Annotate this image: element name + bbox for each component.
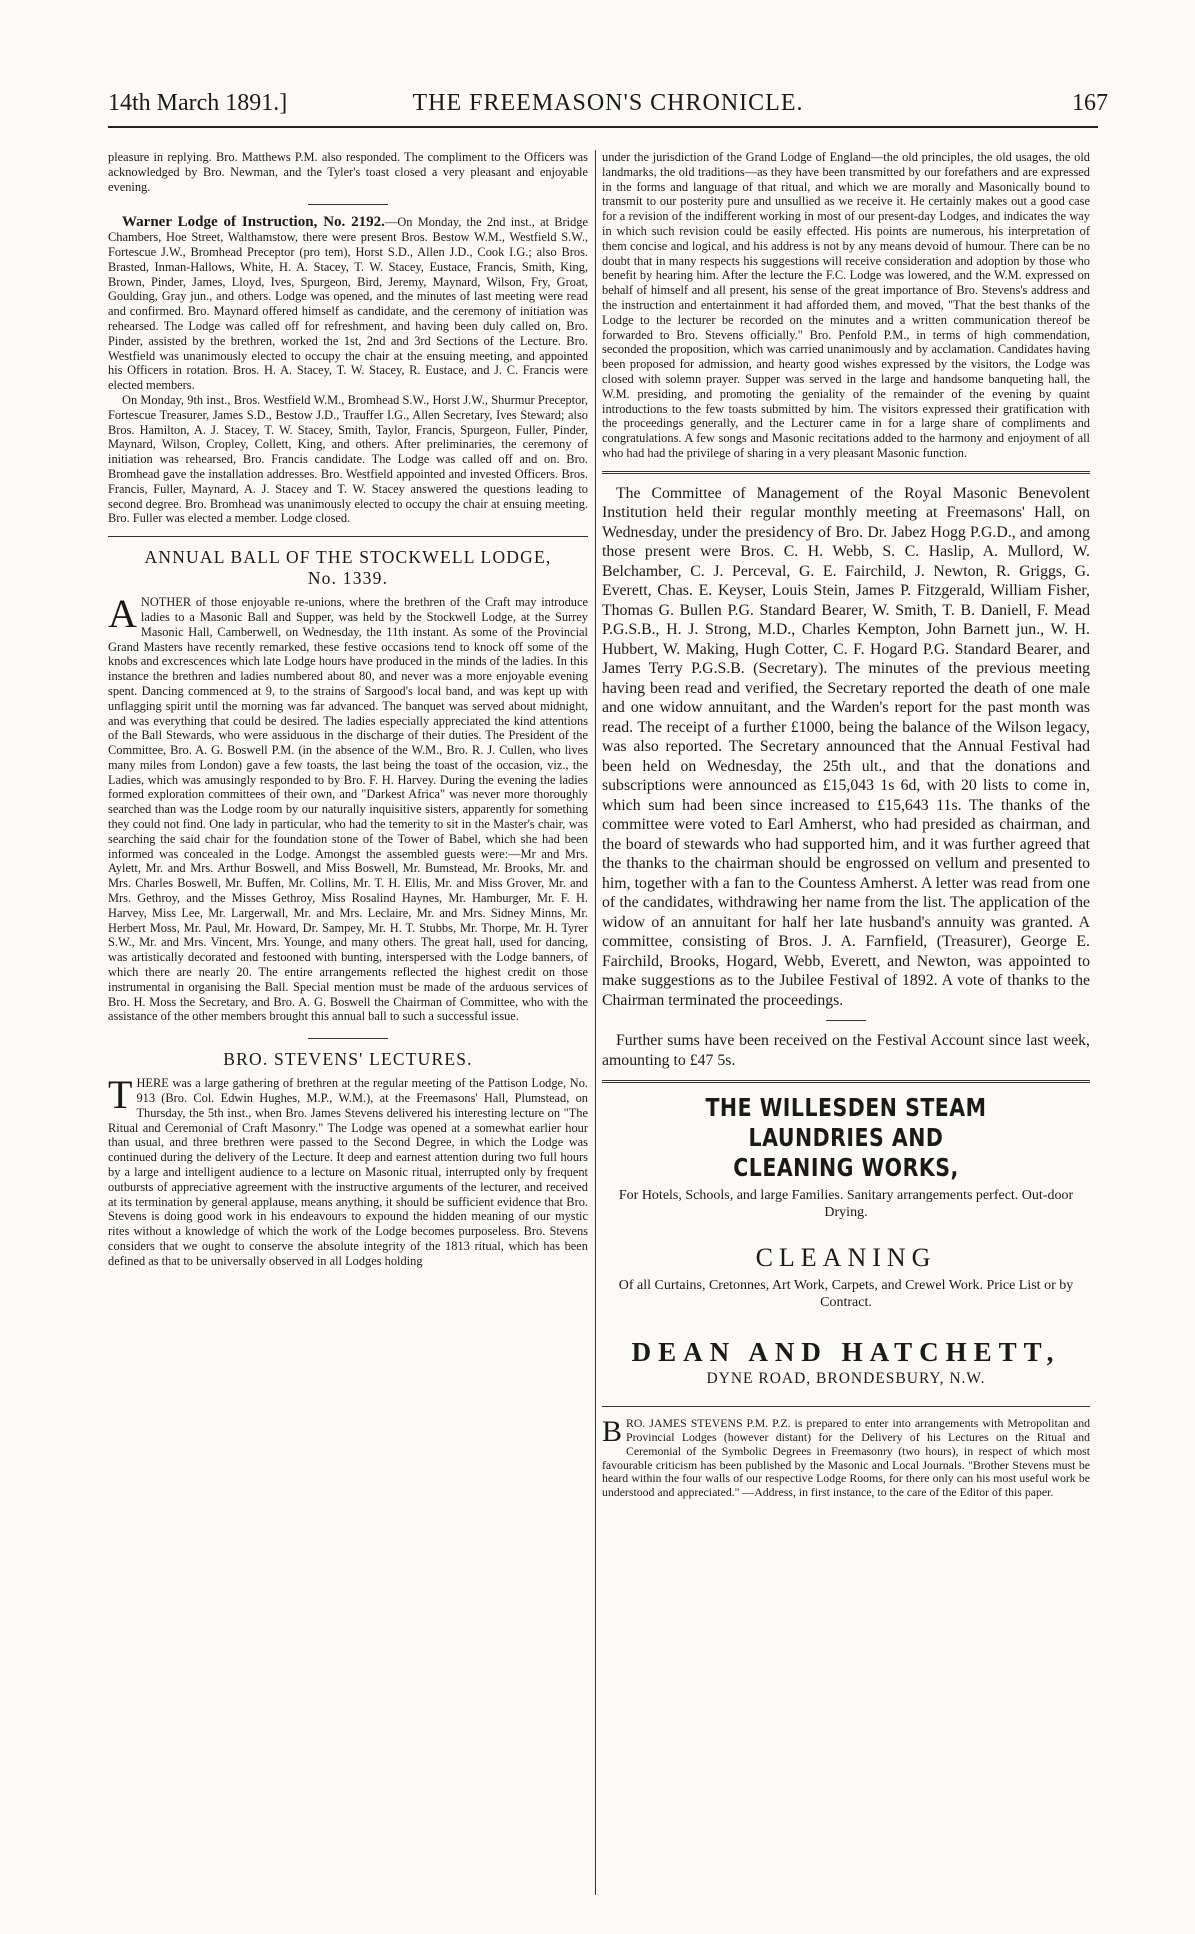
lectures-title: BRO. STEVENS' LECTURES.: [223, 1049, 473, 1070]
warner-heading: Warner Lodge of Instruction, No. 2192.: [122, 214, 385, 231]
notice-dropcap: B: [602, 1415, 623, 1449]
ad-title-line-2: CLEANING WORKS,: [733, 1153, 959, 1183]
intro-paragraph: pleasure in replying. Bro. Matthews P.M. also responded. The compliment to the Officers was acknowledged by Bro. Newman, and the Tyler's toast closed a very pleasant and enjoyable evening.: [108, 150, 588, 194]
ball-section-title: [108, 547, 588, 589]
ad-subtitle: For Hotels, Schools, and large Families. Sanitary arrangements perfect. Out-door Drying.: [618, 1188, 1074, 1221]
laundry-advertisement: [602, 1093, 1090, 1388]
section-rule: [602, 1406, 1090, 1407]
section-rule: [108, 536, 588, 537]
ball-dropcap: A: [108, 591, 137, 637]
lectures-notice: [602, 1417, 1090, 1500]
ball-article: [108, 591, 588, 1024]
double-rule: [602, 471, 1090, 474]
ball-text: NOTHER of those enjoyable re-unions, where the brethren of the Craft may introduce ladies to a Masonic Ball and Supper, was held by the Stockwell Lodge, at the Surrey Masonic Hall, Camberwell, on Wednesday, the 11th instant. As some of the Provincial Grand Masters have recently remarked, these festive occasions tend to knock off some of the knobs and excrescences which late Lodge hours have produced in the minds of the ladies. In this instance the brethren and ladies numbered about 80, and never was a more enjoyable evening spent. Dancing commenced at 9, to the strains of Sargood's local band, and was kept up with unflagging spirit until the morning was far advanced. The banquet was served about midnight, and was everything that could be desired. The ladies especially appreciated the kind attentions of the Ball Stewards, who were assiduous in the discharge of their duties. The President of the Committee, Bro. A. G. Boswell P.M. (in the absence of the W.M., Bro. R. J. Cullen, who lives many miles from London) gave a few toasts, the last being the toast of the occasion, viz., the Ladies, which was amusingly responded to by Bro. F. H. Harvey. During the evening the ladies formed exploration committees of their own, and "Darkest Africa" was never more thoroughly searched than was the Lodge room by our naturally inquisitive sisters, apparently for something they could not find. One lady in particular, who had the temerity to sit in the Master's chair, was searching the said chair for the foundation stone of the Tower of Babel, which she had been informed was concealed in the Lodge. Amongst the assembled guests were:—Mr and Mrs. Aylett, Mr. and Mrs. Arthur Boswell, and Miss Boswell, Mr. Bumstead, Mr. Brooks, Mr. and Mrs. Charles Boswell, Mr. Buffen, Mr. Collins, Mr. T. H. Ellis, Mr. and Miss Grover, Mr. and Mrs. Gethroy, and the Misses Gethroy, Miss Rosalind Haynes, Mr. Hamburger, Mr. F. H. Harvey, Miss Lee, Mr. Largerwall, Mr. and Mrs. Leclaire, Mr. and Mrs. Sidney Minns, Mr. Herbert Moss, Mr. Paul, Mr. Howard, Dr. Sampey, Mr. H. T. Stubbs, Mr. Thorpe, Mr. H. Tyrer S.W., Mr. and Mrs. Vincent, Mrs. Younge, and many others. The great hall, used for dancing, was artistically decorated and festooned with bunting, interspersed with the Lodge banners, of which there are nearly 20. The entire arrangements reflected the highest credit on those instrumental in organising the Ball. Special mention must be made of the arduous services of Bro. H. Moss the Secretary, and Bro. A. G. Boswell the Chairman of Committee, who with the assistance of the other members brought this annual ball to such a successful issue.: [108, 595, 588, 1024]
ball-lodge-number: No. 1339.: [307, 568, 389, 589]
left-column: [108, 150, 588, 1269]
page-header: [108, 84, 1108, 124]
page-number: 167: [1072, 90, 1108, 116]
firm-address: DYNE ROAD, BRONDESBURY, N.W.: [706, 1370, 986, 1388]
festival-account-note: Further sums have been received on the Festival Account since last week, amounting to £47 5s.: [602, 1032, 1090, 1069]
firm-name: DEAN AND HATCHETT,: [631, 1337, 1061, 1368]
issue-date: 14th March 1891.]: [108, 90, 288, 116]
notice-text: RO. JAMES STEVENS P.M. P.Z. is prepared to enter into arrangements with Metropolitan and Provincial Lodges (however distant) for the Delivery of his Lectures on the Ritual and Ceremonial of the Symbolic Degrees in Freemasonry (two hours), in respect of which most favourable criticism has been published by the Masonic and Local Journals. "Brother Stevens must be heard within the four walls of our respective Lodge Rooms, for there only can his most useful work be understood and appreciated." —Address, in first instance, to the care of the Editor of this paper.: [602, 1416, 1090, 1500]
warner-paragraph-1: [108, 215, 588, 393]
lectures-continuation: under the jurisdiction of the Grand Lodge of England—the old principles, the old usages, the old landmarks, the old traditions—as they have been transmitted by our forefathers and are expressed in the forms and language of that ritual, and which we are morally and Masonically bound to transmit to our posterity pure and unsullied as we receive it. He certainly makes out a good case for a revision of the indifferent working in most of our present-day Lodges, and indicates the way in which such revision could be easily effected. His points are numerous, his interpretation of them concise and logical, and his address is not by any means devoid of humour. There can be no doubt that in many respects his suggestions will receive consideration and adoption by those who benefit by hearing him. After the lecture the F.C. Lodge was lowered, and the W.M. expressed on behalf of himself and all present, his sense of the great importance of Bro. Stevens's address and the instruction and entertainment it had afforded them, and moved, "That the best thanks of the Lodge to the lecturer be recorded on the minutes and a written communication thereof be forwarded to Bro. Stevens officially." Bro. Penfold P.M., in terms of high commendation, seconded the proposition, which was carried unanimously and by acclamation. Candidates having been proposed for admission, and hearty good wishes expressed by the visitors, the Lodge was closed with solemn prayer. Supper was served in the large and handsome banqueting hall, the W.M. presiding, and promoting the geniality of the remainder of the evening by quaint introductions to the few toasts submitted by him. The visitors expressed their gratification with the proceedings generally, and the Lecturer came in for a large share of compliments and congratulations. A few songs and Masonic recitations added to the harmony and enjoyment of all who had had the privilege of sharing in a very pleasant Masonic function.: [602, 150, 1090, 460]
lectures-text: HERE was a large gathering of brethren at the regular meeting of the Pattison Lodge, No. 913 (Bro. Col. Edwin Hughes, M.P., W.M.), at the Freemasons' Hall, Plumstead, on Thursday, the 5th inst., when Bro. James Stevens delivered his interesting lecture on "The Ritual and Ceremonial of Craft Masonry." The Lodge was opened at a somewhat earlier hour than usual, and three brethren were passed to the Second Degree, in which the Lodge was continued during the delivery of the Lecture. It deep and earnest attention during two full hours by a large and intelligent audience to a lecture on Masonic ritual, interrupted only by frequent outbursts of appreciative agreement with the instructive arguments of the lecturer, and received at its termination by general applause, means anything, it should be sufficient evidence that Bro. Stevens is doing good work in his endeavours to expound the hidden meaning of our mystic rites without a knowledge of which the work of the Lodge becomes purposeless. Bro. Stevens considers that we ought to conserve the absolute integrity of the 1813 ritual, which has been defined as that to be universally observed in all Lodges holding: [108, 1076, 588, 1268]
committee-report: The Committee of Management of the Royal Masonic Benevolent Institution held their regular monthly meeting at Freemasons' Hall, on Wednesday, under the presidency of Bro. Dr. Jabez Hogg P.G.D., and among those present were Bros. C. H. Webb, S. C. Haslip, A. Mullord, W. Belchamber, C. J. Perceval, G. E. Fairchild, J. Newton, R. Griggs, G. Everett, Chas. E. Keyser, Louis Stein, James P. Fitzgerald, William Fisher, Thomas G. Bullen P.G. Standard Bearer, W. Smith, T. B. Daniell, F. Mead P.G.S.B., H. J. Strong, M.D., Charles Kempton, John Barnett jun., W. H. Hubbert, W. Making, Hugh Cotter, C. F. Hogard P.G. Standard Bearer, and James Terry P.G.S.B. (Secretary). The minutes of the previous meeting having been read and verified, the Secretary reported the death of one male and one widow annuitant, and the Warden's report for the past month was read. The receipt of a further £1000, being the balance of the Wilson legacy, was also reported. The Secretary announced that the Annual Festival had been held on Wednesday, the 25th ult., and that the donations and subscriptions were announced as £15,043 1s 6d, with 20 lists to come in, which sum had been since increased to £15,643 11s. The thanks of the committee were voted to Earl Amherst, who had presided as chairman, and the board of stewards who had supported him, and it was further agreed that the thanks to the chairman should be engrossed on vellum and presented to him, together with a fan to the Countess Amherst. A letter was read from one of the candidates, withdrawing her name from the list. The application of the widow of an annuitant for half her late husband's annuity was granted. A committee, consisting of Bros. J. A. Farnfield, (Treasurer), George E. Fairchild, Brooks, Hogard, Webb, Everett, and Newton, was appointed to make suggestions as to the Jubilee Festival of 1892. A vote of thanks to the Chairman terminated the proceedings.: [602, 484, 1090, 1009]
cleaning-text: Of all Curtains, Cretonnes, Art Work, Carpets, and Crewel Work. Price List or by Contract.: [618, 1278, 1074, 1311]
warner-text-1: —On Monday, the 2nd inst., at Bridge Chambers, Hoe Street, Walthamstow, there were present Bros. Bestow W.M., Westfield S.W., Fortescue J.W., Bromhead Preceptor (pro tem), Horst S.D., Allen J.D., Cook I.G.; also Bros. Brasted, Inman-Hallows, White, H. A. Stacey, T. W. Stacey, Eustace, Francis, Smith, King, Brown, Pinder, James, Lloyd, Ives, Spurgeon, Bird, Jeremy, Maynard, Wilson, Fry, Groat, Goulding, Gray jun., and others. Lodge was opened, and the minutes of last meeting were read and confirmed. Bro. Maynard offered himself as candidate, and the ceremony of initiation was rehearsed. The Lodge was called off for refreshment, and having been duly called on, Bro. Pinder, assisted by the brethren, worked the 1st, 2nd and 3rd Sections of the Lecture. Bro. Westfield was unanimously elected to occupy the chair at the ensuing meeting, and appointed his Officers in rotation. Bros. H. A. Stacey, T. W. Stacey, R. Eustace, and J. C. Francis were elected members.: [108, 215, 588, 393]
separator-rule: [308, 1038, 388, 1039]
separator-rule: [308, 204, 388, 205]
separator-rule: [826, 1020, 866, 1021]
ball-title: ANNUAL BALL OF THE STOCKWELL LODGE,: [144, 547, 552, 568]
warner-paragraph-2: On Monday, 9th inst., Bros. Westfield W.M., Bromhead S.W., Horst J.W., Shurmur Preceptor, Fortescue Treasurer, James S.D., Bestow J.D., Trauffer I.G., Allen Secretary, Ives Steward; also Bros. Hamilton, A. J. Stacey, T. W. Stacey, Smith, Taylor, Francis, Spurgeon, Fuller, Pinder, Maynard, Wilson, Cropley, Collett, King, and others. After preliminaries, the ceremony of initiation was rehearsed, Bro. Francis candidate. The Lodge was called off and on. Bro. Bromhead gave the installation addresses. Bro. Westfield appointed and invested Officers. Bros. Francis, Fuller, Maynard, A. J. Stacey and T. W. Stacey answered the questions leading to second degree. Bro. Bromhead was unanimously elected to occupy the chair at ensuing meeting. Bro. Fuller was elected a member. Lodge closed.: [108, 392, 588, 526]
header-rule: [108, 126, 1098, 128]
cleaning-heading: CLEANING: [755, 1243, 937, 1273]
right-column: [602, 150, 1090, 1500]
column-divider: [595, 150, 596, 1895]
lectures-dropcap: T: [108, 1072, 133, 1118]
lectures-article: [108, 1072, 588, 1268]
double-rule: [602, 1080, 1090, 1083]
publication-title: THE FREEMASON'S CHRONICLE.: [412, 90, 804, 116]
ad-title-line-1: THE WILLESDEN STEAM LAUNDRIES AND: [705, 1093, 987, 1153]
